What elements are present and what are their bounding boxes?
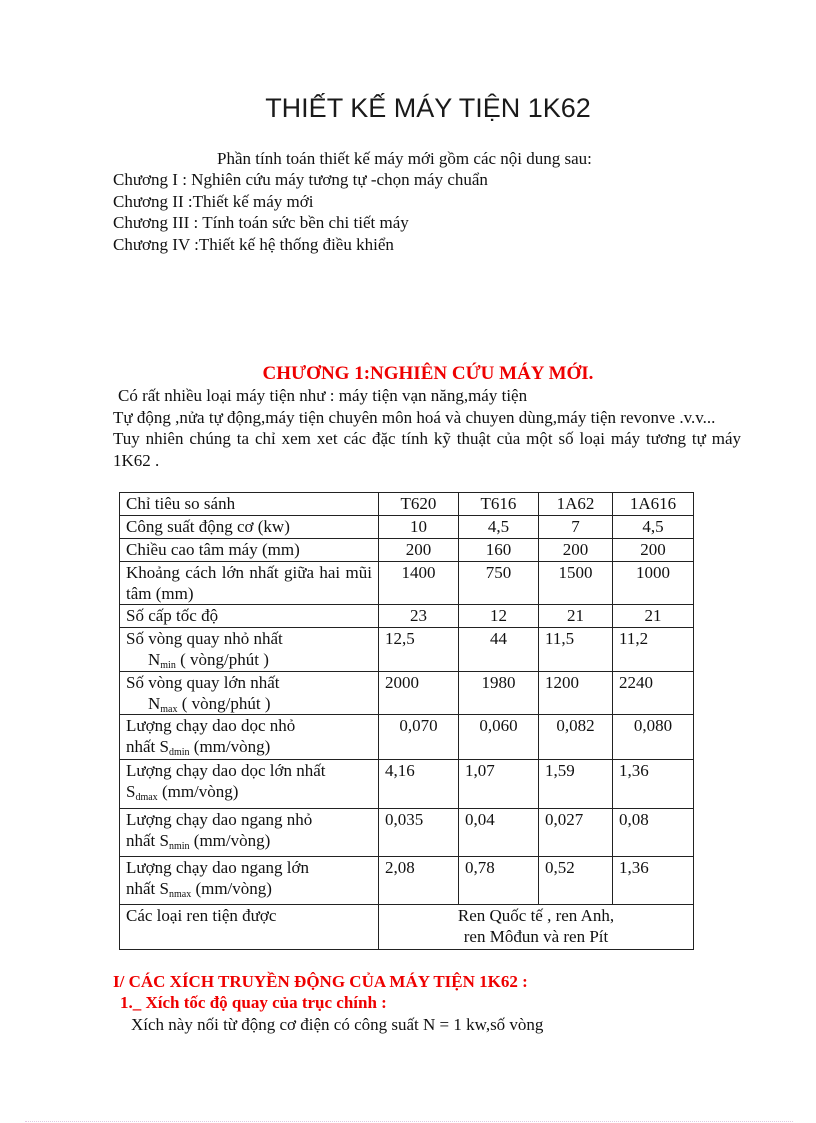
subscript: nmin — [168, 841, 190, 852]
cell: 1200 — [539, 672, 613, 715]
chapter-item-2: Chương II :Thiết kế máy mới — [113, 191, 314, 211]
cell: 0,035 — [379, 809, 459, 857]
row-label — [120, 715, 379, 760]
page-boundary-divider — [25, 1121, 793, 1122]
cell: 12 — [459, 605, 539, 628]
row-label — [120, 809, 379, 857]
row-label — [120, 857, 379, 905]
header-col-1a62: 1A62 — [539, 493, 613, 516]
cell: 1,07 — [459, 760, 539, 809]
cell: 1400 — [379, 562, 459, 605]
row-label-line2 — [126, 781, 372, 802]
row-label: Số cấp tốc độ — [120, 605, 379, 628]
table-row — [120, 539, 694, 562]
subscript: dmax — [135, 792, 158, 803]
cell: 200 — [379, 539, 459, 562]
cell: 2240 — [613, 672, 694, 715]
row-label — [120, 672, 379, 715]
symbol: nhất S — [126, 737, 169, 756]
cell: 160 — [459, 539, 539, 562]
table-row — [120, 715, 694, 760]
cell: 0,027 — [539, 809, 613, 857]
cell: 2000 — [379, 672, 459, 715]
cell: 1000 — [613, 562, 694, 605]
merged-line2: ren Môđun và ren Pít — [463, 927, 609, 946]
cell: 21 — [613, 605, 694, 628]
symbol: nhất S — [126, 831, 169, 850]
cell: 0,080 — [613, 715, 694, 760]
subsection-heading: 1._ Xích tốc độ quay của trục chính : — [120, 993, 387, 1012]
header-col-t620: T620 — [379, 493, 459, 516]
table-row — [120, 562, 694, 605]
cell: 0,060 — [459, 715, 539, 760]
row-label-line2 — [126, 649, 372, 670]
cell: 200 — [613, 539, 694, 562]
cell: 200 — [539, 539, 613, 562]
row-label: Các loại ren tiện được — [120, 905, 379, 950]
page-title: THIẾT KẾ MÁY TIỆN 1K62 — [265, 93, 591, 123]
body-text — [113, 385, 741, 471]
merged-line1: Ren Quốc tế , ren Anh, — [457, 906, 615, 925]
table-row — [120, 605, 694, 628]
row-label-line2 — [126, 693, 372, 714]
row-label-line2 — [126, 736, 372, 757]
row-label — [120, 760, 379, 809]
header-label: Chỉ tiêu so sánh — [120, 493, 379, 516]
row-label-line1: Lượng chạy dao ngang lớn — [126, 858, 309, 877]
cell: 44 — [459, 628, 539, 672]
subscript: min — [160, 660, 176, 671]
row-label-line1: Số vòng quay lớn nhất — [126, 673, 280, 692]
row-label — [120, 628, 379, 672]
symbol: N — [148, 694, 161, 713]
intro-text: Phần tính toán thiết kế máy mới gồm các nội dung sau: — [217, 149, 592, 168]
cell: 0,52 — [539, 857, 613, 905]
cell: 1,36 — [613, 760, 694, 809]
cell: 23 — [379, 605, 459, 628]
unit: (mm/vòng) — [189, 737, 271, 756]
paragraph-1: Có rất nhiều loại máy tiện như : máy tiện vạn năng,máy tiện — [118, 386, 528, 405]
chapter-item-4: Chương IV :Thiết kế hệ thống điều khiển — [113, 234, 394, 254]
comparison-table — [119, 492, 694, 950]
cell: 0,04 — [459, 809, 539, 857]
cell: 0,070 — [379, 715, 459, 760]
section-heading: I/ CÁC XÍCH TRUYỀN ĐỘNG CỦA MÁY TIỆN 1K62 : — [113, 972, 528, 991]
cell: 0,082 — [539, 715, 613, 760]
unit: (mm/vòng) — [189, 831, 271, 850]
cell: 21 — [539, 605, 613, 628]
header-col-t616: T616 — [459, 493, 539, 516]
row-label-line1: Số vòng quay nhỏ nhất — [126, 629, 283, 648]
chapter-item-3: Chương III : Tính toán sức bền chi tiết máy — [113, 213, 409, 232]
cell: 4,5 — [613, 516, 694, 539]
row-label-line1: Lượng chạy dao dọc nhỏ — [126, 716, 296, 735]
cell: 11,5 — [539, 628, 613, 672]
unit: ( vòng/phút ) — [175, 650, 269, 669]
cell: 1,59 — [539, 760, 613, 809]
table-row — [120, 628, 694, 672]
cell: 10 — [379, 516, 459, 539]
cell: 0,08 — [613, 809, 694, 857]
symbol: S — [126, 782, 136, 801]
chapter-item-1: Chương I : Nghiên cứu máy tương tự -chọn máy chuẩn — [113, 170, 488, 189]
unit: (mm/vòng) — [191, 879, 272, 898]
merged-cell — [379, 905, 694, 950]
table-row — [120, 857, 694, 905]
chapter-heading: CHƯƠNG 1:NGHIÊN CỨU MÁY MỚI. — [262, 363, 594, 384]
cell: 0,78 — [459, 857, 539, 905]
paragraph-3: Tuy nhiên chúng ta chỉ xem xet các đặc tính kỹ thuật của một số loại máy tương tự máy 1K62 . — [113, 429, 741, 470]
table-header-row — [120, 493, 694, 516]
table-row — [120, 672, 694, 715]
table-row — [120, 760, 694, 809]
subscript: max — [160, 704, 178, 715]
subscript: dmin — [168, 747, 190, 758]
cell: 1500 — [539, 562, 613, 605]
row-label: Chiều cao tâm máy (mm) — [120, 539, 379, 562]
chapter-list — [113, 169, 488, 255]
symbol: nhất S — [126, 879, 169, 898]
cell: 4,16 — [379, 760, 459, 809]
row-label-line2 — [126, 830, 372, 851]
row-label-line1: Lượng chạy dao ngang nhỏ — [126, 810, 313, 829]
cell: 4,5 — [459, 516, 539, 539]
table-row — [120, 809, 694, 857]
subscript: nmax — [168, 889, 192, 900]
cell: 2,08 — [379, 857, 459, 905]
symbol: N — [148, 650, 161, 669]
cell: 1,36 — [613, 857, 694, 905]
paragraph-2: Tự động ,nửa tự động,máy tiện chuyên môn hoá và chuyen dùng,máy tiện revonve .v.v... — [113, 407, 716, 427]
header-col-1a616: 1A616 — [613, 493, 694, 516]
row-label-line2 — [126, 878, 372, 899]
cell: 7 — [539, 516, 613, 539]
subsection-text: Xích này nối từ động cơ điện có công suất N = 1 kw,số vòng — [131, 1015, 544, 1034]
cell: 12,5 — [379, 628, 459, 672]
cell: 1980 — [459, 672, 539, 715]
row-label: Khoảng cách lớn nhất giữa hai mũi tâm (mm) — [120, 562, 379, 605]
cell: 11,2 — [613, 628, 694, 672]
row-label: Công suất động cơ (kw) — [120, 516, 379, 539]
unit: ( vòng/phút ) — [177, 694, 271, 713]
unit: (mm/vòng) — [157, 782, 239, 801]
table-row — [120, 516, 694, 539]
row-label-line1: Lượng chạy dao dọc lớn nhất — [126, 761, 326, 780]
cell: 750 — [459, 562, 539, 605]
table-row — [120, 905, 694, 950]
